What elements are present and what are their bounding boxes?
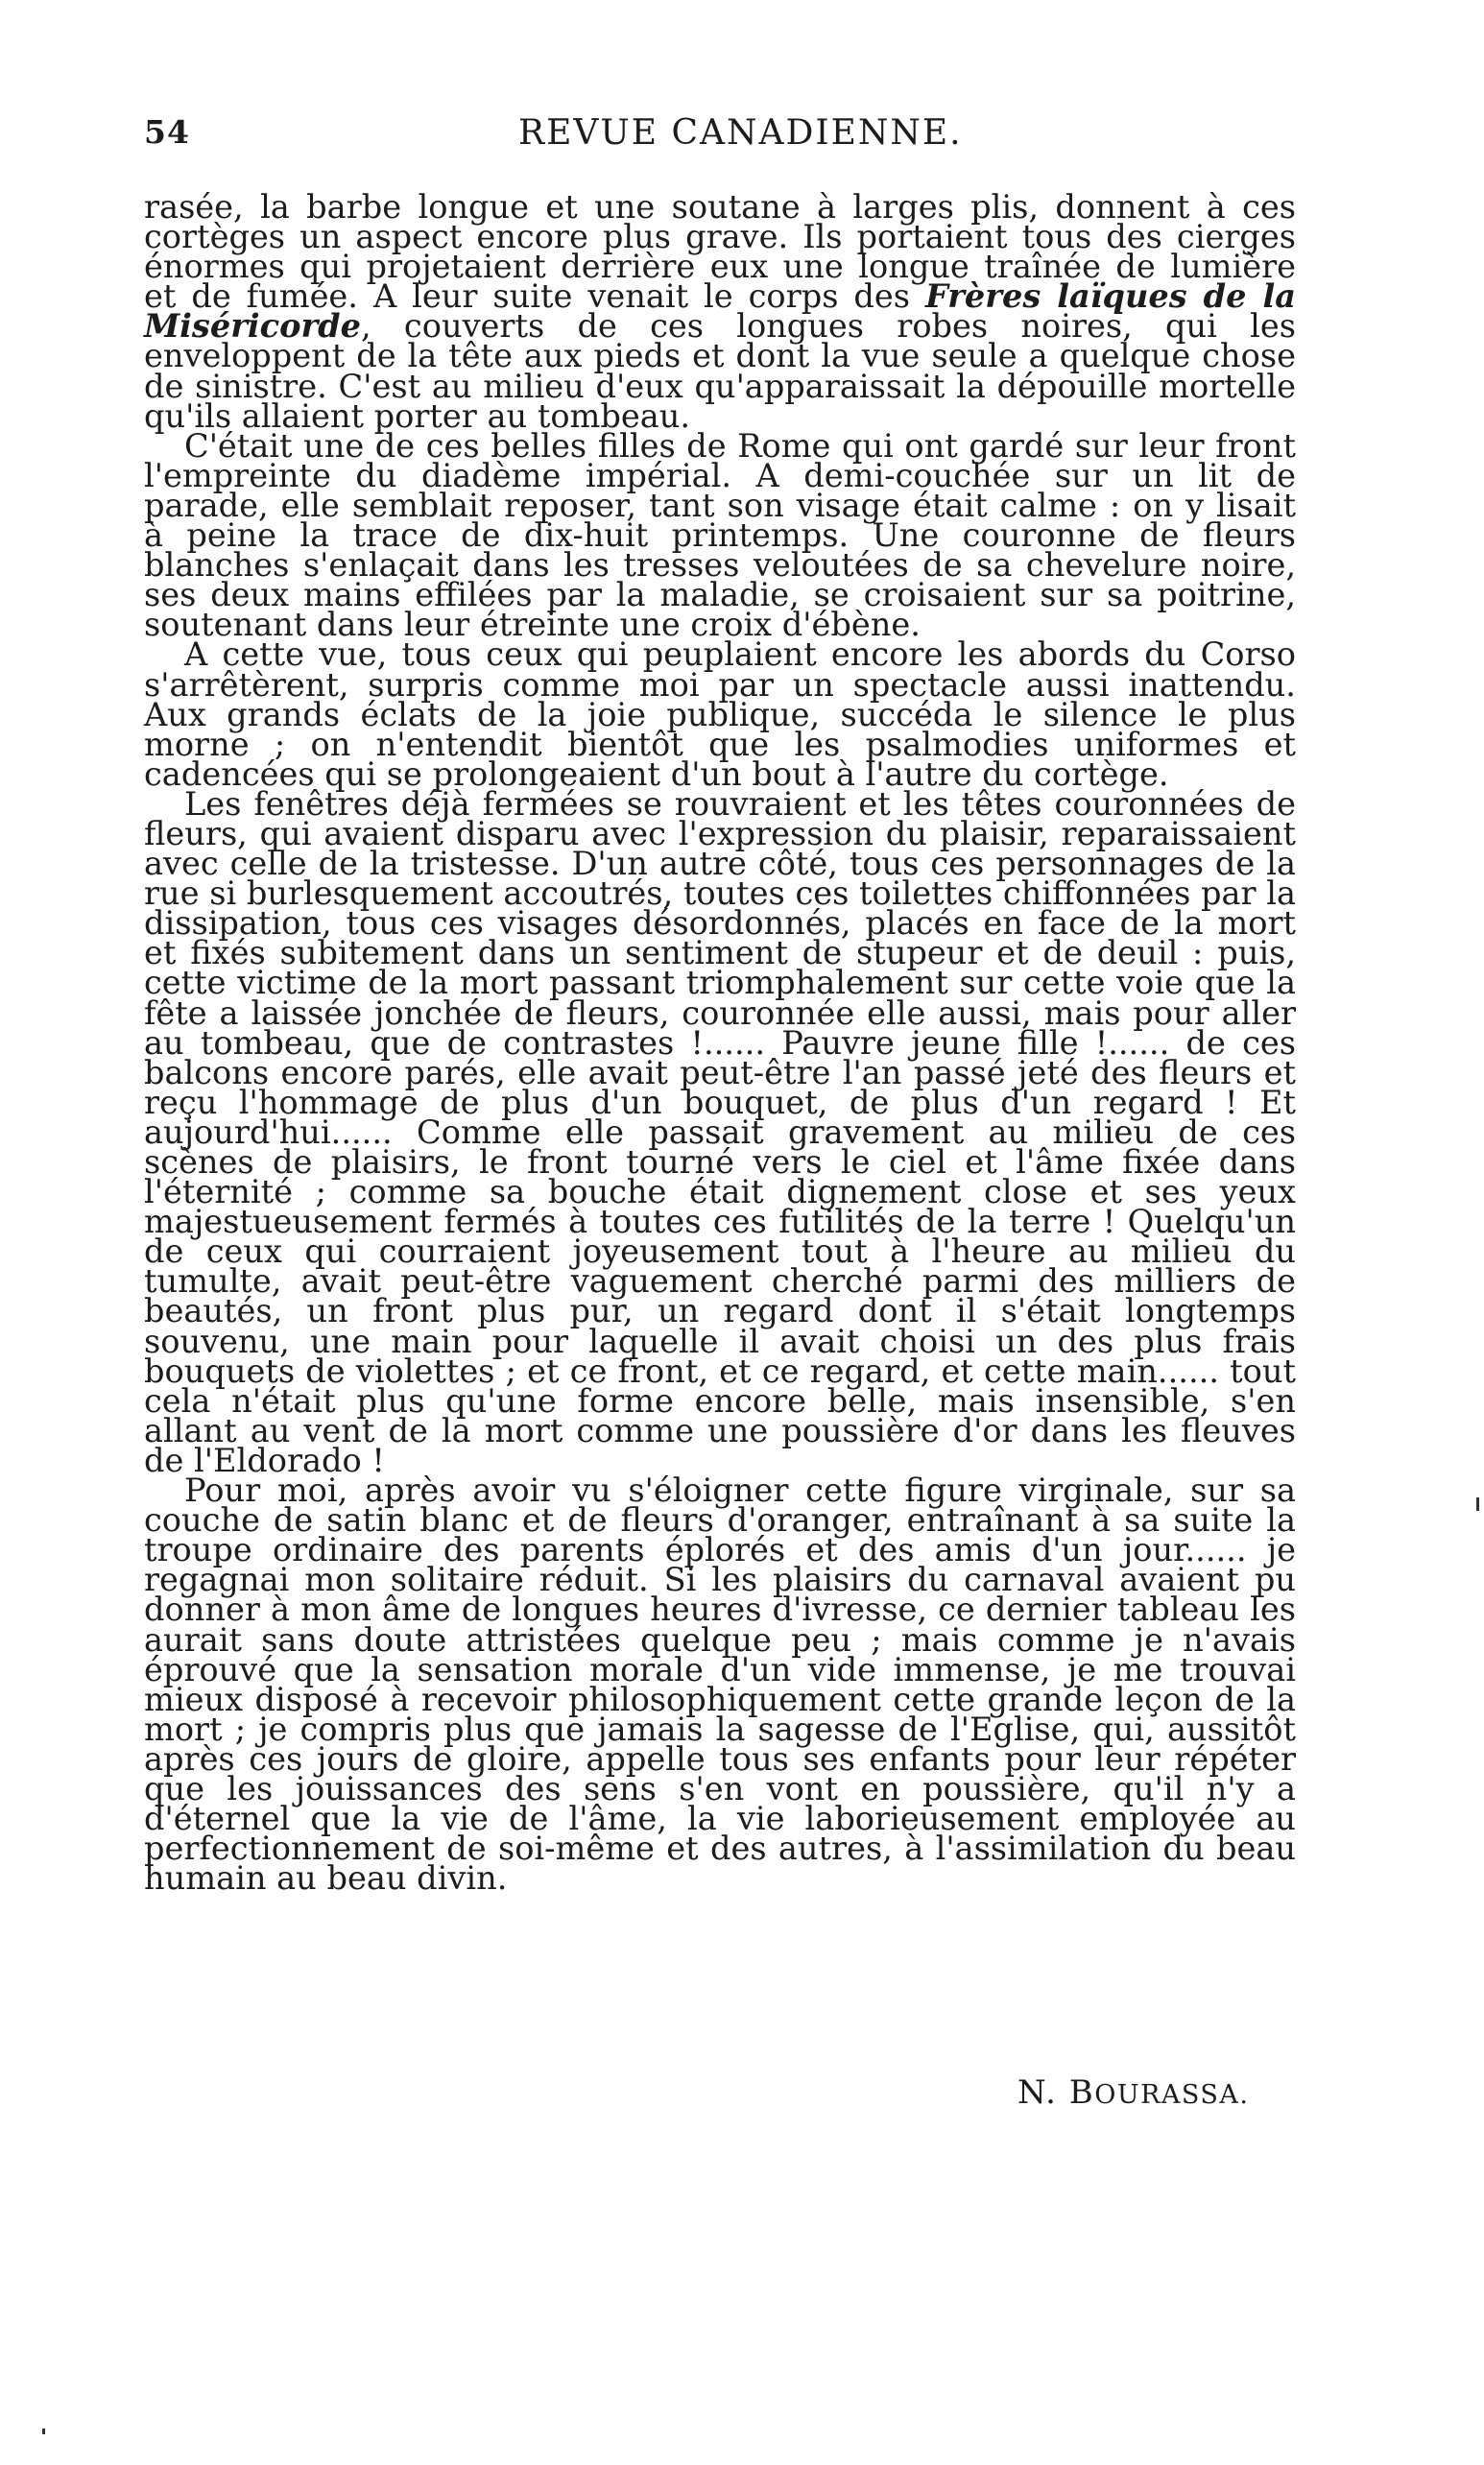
signature-initial: N. B [1017, 2073, 1095, 2112]
page-number: 54 [144, 113, 190, 151]
paragraph-1-text-before: rasée, la barbe longue et une soutane à larges plis, donnent à ces cortèges un aspect encore plus grave. Ils portaient tous des cierges énormes qui projetaient derrière eux une longue traînée de lumière et de fumée. A leur suite venait le corps des [144, 188, 1296, 316]
margin-mark-left [42, 2429, 45, 2434]
paragraph-1-text-after: , couverts de ces longues robes noires, qui les enveloppent de la tête aux pieds et dont la vue seule a quelque chose de sinistre. C'est au milieu d'eux qu'apparaissait la dépouille mortelle qu'ils allaient porter au tombeau. [144, 307, 1296, 435]
margin-mark-right [1476, 1497, 1479, 1511]
paragraph-1 [144, 188, 1296, 435]
paragraph-4: Les fenêtres déjà fermées se rouvraient et les têtes couronnées de fleurs, qui avaient disparu avec l'expression du plaisir, reparaissaient avec celle de la tristesse. D'un autre côté, tous ces personnages de la rue si burlesquement accoutrés, toutes ces toilettes chiffonnées par la dissipation, tous ces visages désordonnés, placés en face de la mort et fixés subitement dans un sentiment de stupeur et de deuil : puis, cette victime de la mort passant triomphalement sur cette voie que la fête a laissée jonchée de fleurs, couronnée elle aussi, mais pour aller au tombeau, que de contrastes !...... Pauvre jeune fille !...... de ces balcons encore parés, elle avait peut-être l'an passé jeté des fleurs et reçu l'hommage de plus d'un bouquet, de plus d'un regard ! Et aujourd'hui...... Comme elle passait gravement au milieu de ces scènes de plaisirs, le front tourné vers le ciel et l'âme fixée dans l'éternité ; comme sa bouche était dignement close et ses yeux majestueusement fermés à toutes ces futilités de la terre ! Quelqu'un de ceux qui courraient joyeusement tout à l'heure au milieu du tumulte, avait peut-être vaguement cherché parmi des milliers de beautés, un front plus pur, un regard dont il s'était longtemps souvenu, une main pour laquelle il avait choisi un des plus frais bouquets de violettes ; et ce front, et ce regard, et cette main...... tout cela n'était plus qu'une forme encore belle, mais insensible, s'en allant au vent de la mort comme une poussière d'or dans les fleuves de l'Eldorado ! [144, 784, 1296, 1479]
paragraph-3: A cette vue, tous ceux qui peuplaient encore les abords du Corso s'arrêtèrent, surpris comme moi par un spectacle aussi inattendu. Aux grands éclats de la joie publique, succéda le silence le plus morne ; on n'entendit bientôt que les psalmodies uniformes et cadencées qui se prolongeaient d'un bout à l'autre du cortège. [144, 635, 1296, 793]
signature-surname: OURASSA. [1094, 2080, 1250, 2110]
paragraph-5: Pour moi, après avoir vu s'éloigner cette figure virginale, sur sa couche de satin blanc et de fleurs d'oranger, entraînant à sa suite la troupe ordinaire des parents éplorés et des amis d'un jour...... je regagnai mon solitaire réduit. Si les plaisirs du carnaval avaient pu donner à mon âme de longues heures d'ivresse, ce dernier tableau les aurait sans doute attristées quelque peu ; mais comme je n'avais éprouvé que la sensation morale d'un vide immense, je me trouvai mieux disposé à recevoir philosophiquement cette grande leçon de la mort ; je compris plus que jamais la sagesse de l'Eglise, qui, aussitôt après ces jours de gloire, appelle tous ses enfants pour leur répéter que les jouissances des sens s'en vont en poussière, qu'il n'y a d'éternel que la vie de l'âme, la vie laborieusement employée au perfectionnement de soi-même et des autres, à l'assimilation du beau humain au beau divin. [144, 1472, 1296, 1898]
article-body [144, 188, 1296, 1898]
author-signature [1017, 2073, 1250, 2112]
running-head [144, 113, 1296, 161]
journal-title: REVUE CANADIENNE. [518, 113, 963, 153]
paragraph-1-italic: Frères laïques de la Miséricorde [144, 276, 1296, 346]
paragraph-2: C'était une de ces belles filles de Rome qui ont gardé sur leur front l'empreinte du diadème impérial. A demi-couchée sur un lit de parade, elle semblait reposer, tant son visage était calme : on y lisait à peine la trace de dix-huit printemps. Une couronne de fleurs blanches s'enlaçait dans les tresses veloutées de sa chevelure noire, ses deux mains effilées par la maladie, se croisaient sur sa poitrine, soutenant dans leur étreinte une croix d'ébène. [144, 426, 1296, 644]
